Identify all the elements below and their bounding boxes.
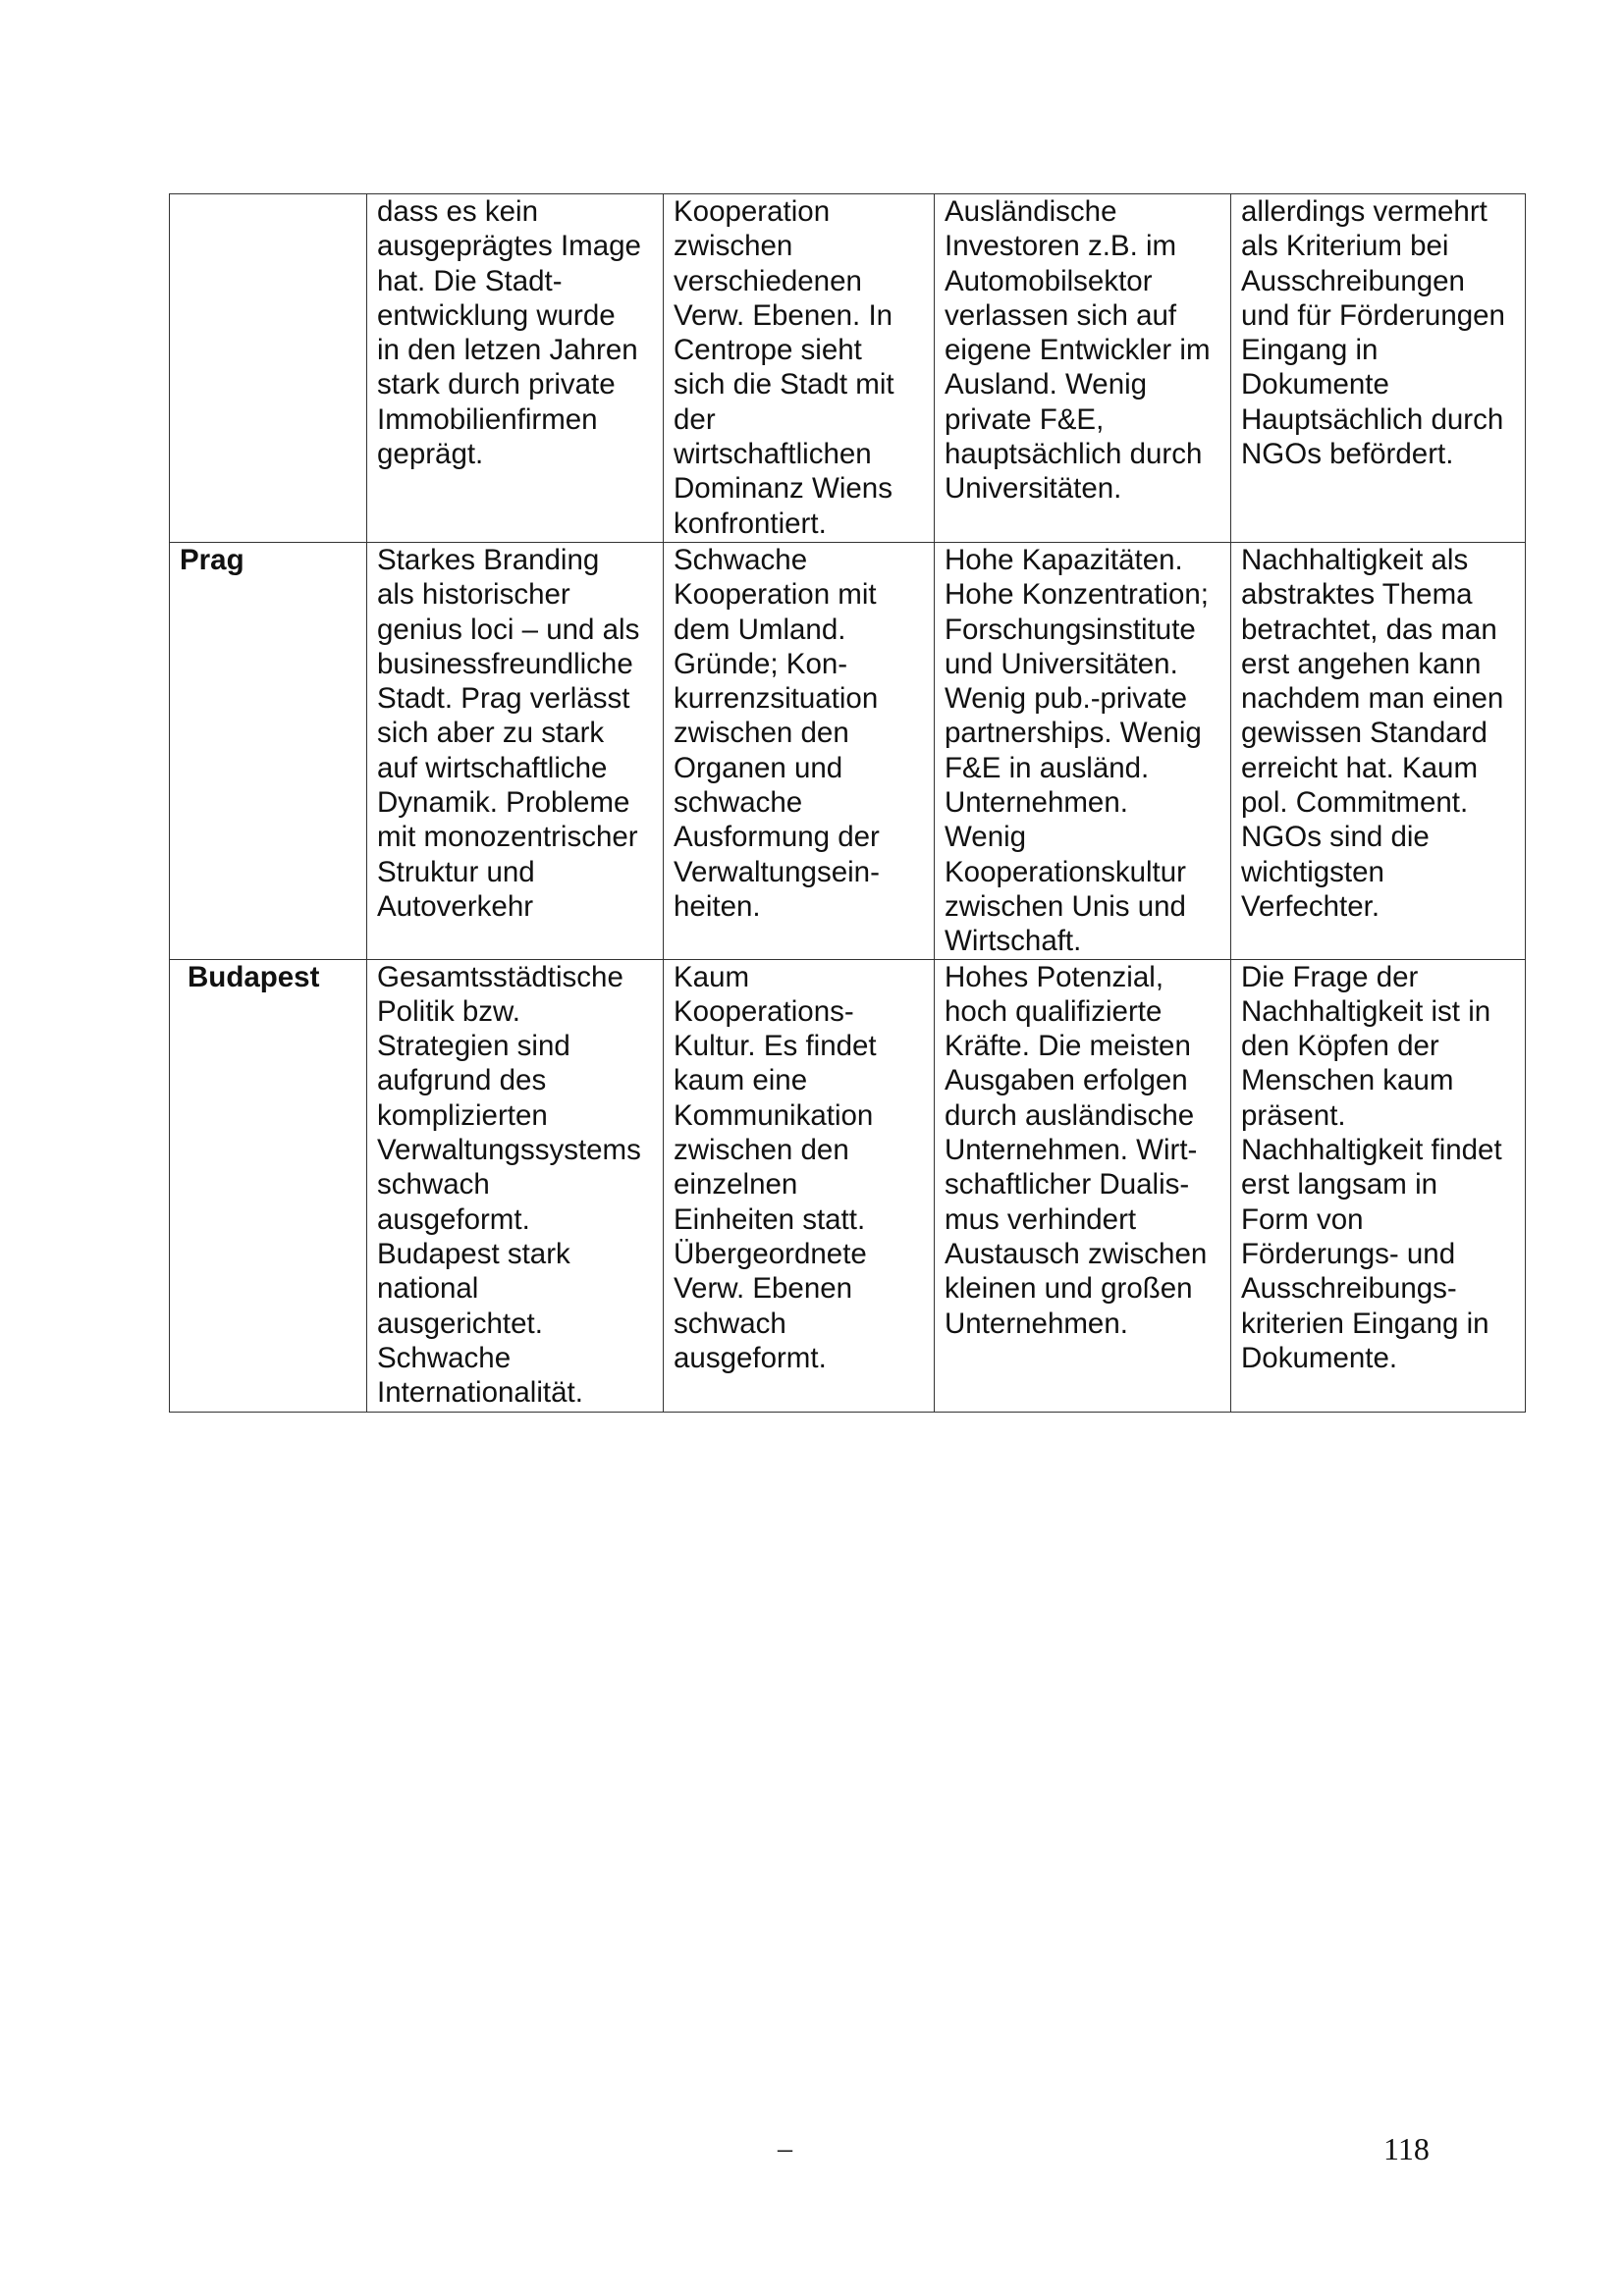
city-cell bbox=[170, 194, 367, 543]
comparison-table bbox=[169, 193, 1526, 1413]
table-cell: Gesamtsstädtische Politik bzw. Strategien sind aufgrund des komplizierten Verwaltungssystems schwach ausgeformt. Budapest stark national ausgerichtet. Schwache Internationalität. bbox=[367, 959, 664, 1412]
city-cell: Prag bbox=[170, 543, 367, 960]
table-cell: Starkes Branding als historischer genius loci – und als businessfreundliche Stadt. Prag verlässt sich aber zu stark auf wirtschaftliche Dynamik. Probleme mit monozentrischer Struktur und Autoverkehr bbox=[367, 543, 664, 960]
city-cell: Budapest bbox=[170, 959, 367, 1412]
table-cell: Hohes Potenzial, hoch qualifizierte Kräfte. Die meisten Ausgaben erfolgen durch ausländische Unternehmen. Wirt- schaftlicher Dualis- mus verhindert Austausch zwischen kleinen und großen Unternehmen. bbox=[935, 959, 1231, 1412]
table-cell: Die Frage der Nachhaltigkeit ist in den Köpfen der Menschen kaum präsent. Nachhaltigkeit findet erst langsam in Form von Förderungs- und Ausschreibungs- kriterien Eingang in Dokumente. bbox=[1231, 959, 1526, 1412]
footer-dash: – bbox=[778, 2132, 792, 2164]
table-row bbox=[170, 959, 1526, 1412]
table-row bbox=[170, 194, 1526, 543]
table-cell: Schwache Kooperation mit dem Umland. Gründe; Kon- kurrenzsituation zwischen den Organen und schwache Ausformung der Verwaltungsein- heiten. bbox=[664, 543, 935, 960]
table-cell: Nachhaltigkeit als abstraktes Thema betrachtet, das man erst angehen kann nachdem man einen gewissen Standard erreicht hat. Kaum pol. Commitment. NGOs sind die wichtigsten Verfechter. bbox=[1231, 543, 1526, 960]
table-cell: Ausländische Investoren z.B. im Automobilsektor verlassen sich auf eigene Entwickler im Ausland. Wenig private F&E, hauptsächlich durch Universitäten. bbox=[935, 194, 1231, 543]
page-number: 118 bbox=[1383, 2131, 1430, 2166]
table-cell: Hohe Kapazitäten. Hohe Konzentration; Forschungsinstitute und Universitäten. Wenig pub.-private partnerships. Wenig F&E in ausländ. Unternehmen. Wenig Kooperationskultur zwischen Unis und Wirtschaft. bbox=[935, 543, 1231, 960]
table-row bbox=[170, 543, 1526, 960]
table-cell: allerdings vermehrt als Kriterium bei Ausschreibungen und für Förderungen Eingang in Dokumente Hauptsächlich durch NGOs befördert. bbox=[1231, 194, 1526, 543]
table-cell: dass es kein ausgeprägtes Image hat. Die Stadt- entwicklung wurde in den letzen Jahren stark durch private Immobilienfirmen geprägt. bbox=[367, 194, 664, 543]
table-cell: Kooperation zwischen verschiedenen Verw. Ebenen. In Centrope sieht sich die Stadt mit der wirtschaftlichen Dominanz Wiens konfrontiert. bbox=[664, 194, 935, 543]
table-cell: Kaum Kooperations- Kultur. Es findet kaum eine Kommunikation zwischen den einzelnen Einheiten statt. Übergeordnete Verw. Ebenen schwach ausgeformt. bbox=[664, 959, 935, 1412]
